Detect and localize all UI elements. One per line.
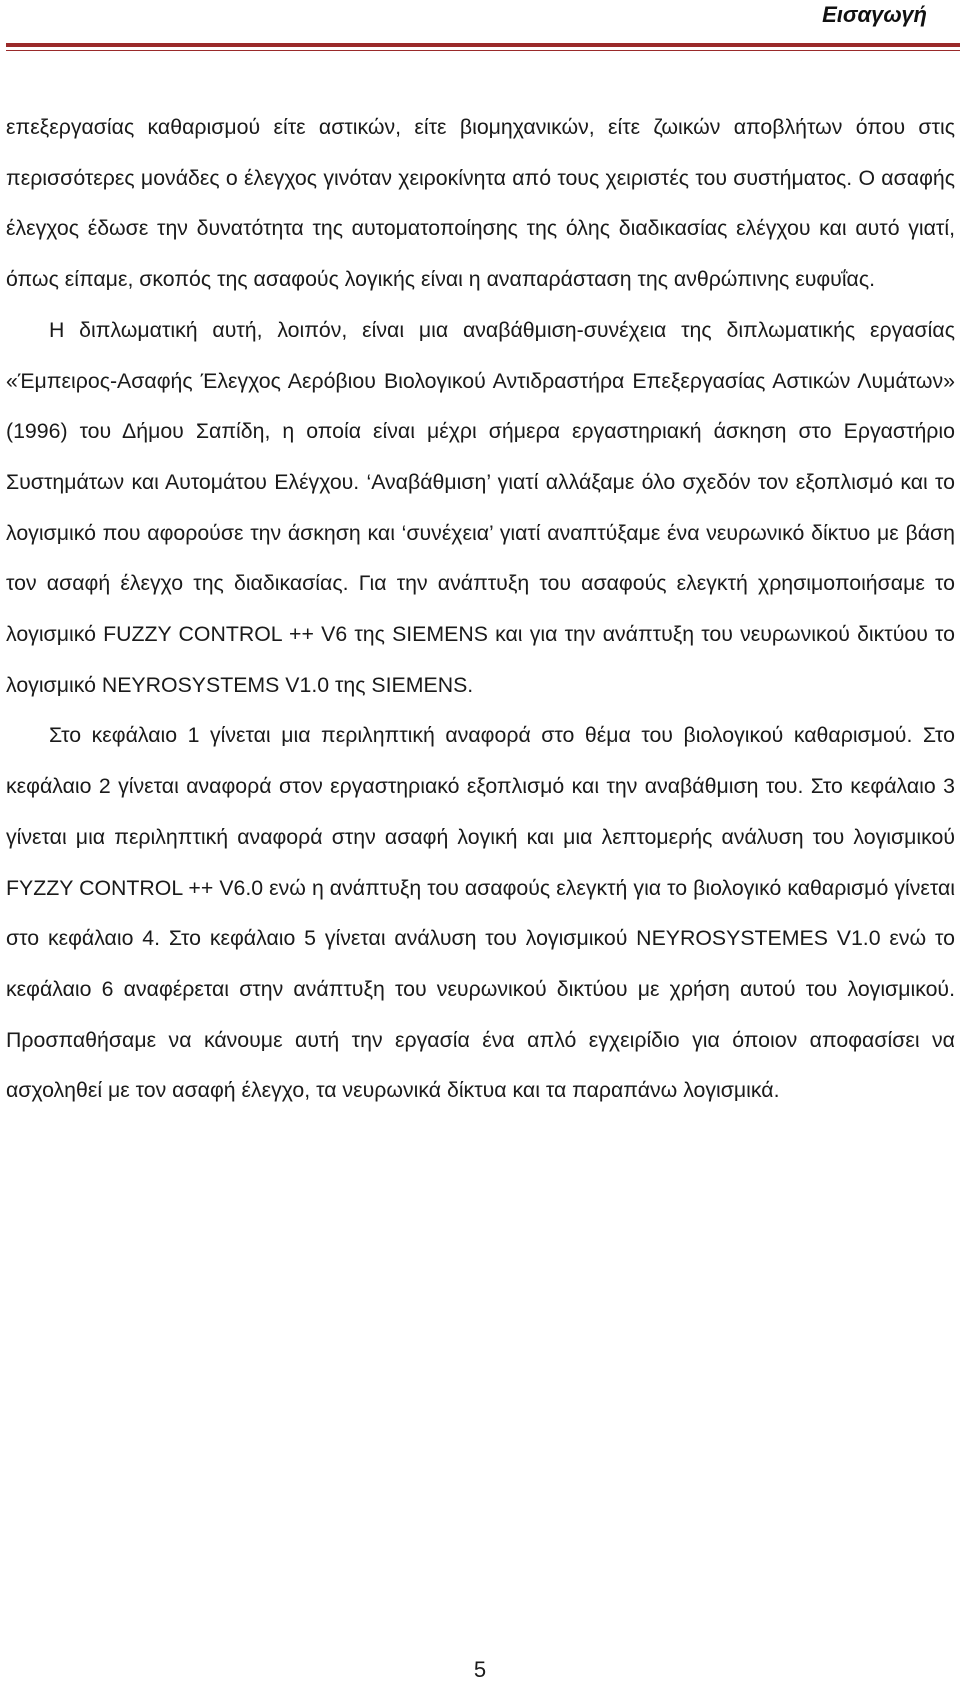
header-rule-thin — [6, 50, 960, 51]
body-text — [6, 102, 955, 1116]
paragraph-continuation: επεξεργασίας καθαρισμού είτε αστικών, είτε βιομηχανικών, είτε ζωικών αποβλήτων όπου στις περισσότερες μονάδες ο έλεγχος γινόταν χειροκίνητα από τους χειριστές του συστήματος. Ο ασαφής έλεγχος έδωσε την δυνατότητα της αυτοματοποίησης της όλης διαδικασίας ελέγχου και αυτό γιατί, όπως είπαμε, σκοπός της ασαφούς λογικής είναι η αναπαράσταση της ανθρώπινης ευφυΐας. — [6, 115, 955, 292]
running-header-title: Εισαγωγή — [822, 2, 927, 27]
paragraph-chapter-overview: Στο κεφάλαιο 1 γίνεται μια περιληπτική αναφορά στο θέμα του βιολογικού καθαρισμού. Στο κεφάλαιο 2 γίνεται αναφορά στον εργαστηριακό εξοπλισμό και την αναβάθμιση του. Στο κεφάλαιο 3 γίνεται μια περιληπτική αναφορά στην ασαφή λογική και μια λεπτομερής ανάλυση του λογισμικού FYZZY CONTROL ++ V6.0 ενώ η ανάπτυξη του ασαφούς ελεγκτή για το βιολογικό καθαρισμό γίνεται στο κεφάλαιο 4. Στο κεφάλαιο 5 γίνεται ανάλυση του λογισμικού NEYROSYSTEMES V1.0 ενώ το κεφάλαιο 6 αναφέρεται στην ανάπτυξη του νευρωνικού δικτύου με χρήση αυτού του λογισμικού. Προσπαθήσαμε να κάνουμε αυτή την εργασία ένα απλό εγχειρίδιο για όποιον αποφασίσει να ασχοληθεί με τον ασαφή έλεγχο, τα νευρωνικά δίκτυα και τα παραπάνω λογισμικά. — [6, 723, 955, 1103]
page-number: 5 — [473, 1657, 487, 1682]
header-rule-thick — [6, 43, 960, 47]
paragraph-thesis-description: Η διπλωματική αυτή, λοιπόν, είναι μια αναβάθμιση-συνέχεια της διπλωματικής εργασίας «Έμπειρος-Ασαφής Έλεγχος Αερόβιου Βιολογικού Αντιδραστήρα Επεξεργασίας Αστικών Λυμάτων» (1996) του Δήμου Σαπίδη, η οποία είναι μέχρι σήμερα εργαστηριακή άσκηση στο Εργαστήριο Συστημάτων και Αυτομάτου Ελέγχου. ‘Αναβάθμιση’ γιατί αλλάξαμε όλο σχεδόν τον εξοπλισμό και το λογισμικό που αφορούσε την άσκηση και ‘συνέχεια’ γιατί αναπτύξαμε ένα νευρωνικό δίκτυο με βάση τον ασαφή έλεγχο της διαδικασίας. Για την ανάπτυξη του ασαφούς ελεγκτή χρησιμοποιήσαμε το λογισμικό FUZZY CONTROL ++ V6 της SIEMENS και για την ανάπτυξη του νευρωνικού δικτύου το λογισμικό NEYROSYSTEMS V1.0 της SIEMENS. — [6, 317, 955, 697]
